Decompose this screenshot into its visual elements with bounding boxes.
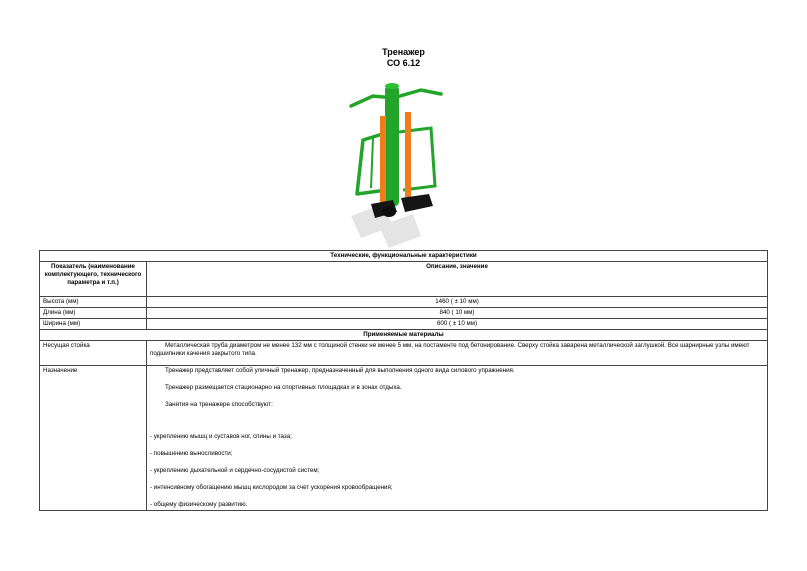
purpose-p1: Тренажер представляет собой уличный тренажер, предназначенный для выполнения одного вида силового упражнения. [165, 367, 515, 374]
row-value: 840 ( 10 мм) [147, 308, 768, 319]
pedal-hub [382, 207, 396, 217]
swing-arm-right [405, 112, 411, 204]
row-value: 1460 ( ± 10 мм) [147, 297, 768, 308]
main-post [385, 86, 399, 206]
purpose-p3: Занятия на тренажере способствуют: [165, 401, 273, 408]
support-label: Несущая стойка [40, 341, 147, 366]
table-row [40, 319, 768, 330]
section-tech-header: Технические, функциональные характеристики [40, 251, 768, 262]
col-value-header: Описание, значение [147, 262, 768, 297]
row-label: Ширина (мм) [40, 319, 147, 330]
purpose-label: Назначение [40, 366, 147, 511]
list-item: - укреплению дыхательной и сердечно-сосудистой систем; [150, 467, 320, 474]
post-cap [385, 83, 399, 89]
col-param-header: Показатель (наименование комплектующего, технического параметра и т.п.) [40, 262, 147, 297]
table-row [40, 308, 768, 319]
purpose-p2: Тренажер размещается стационарно на спортивных площадках и в зонах отдыха. [165, 384, 402, 391]
row-value: 600 ( ± 10 мм) [147, 319, 768, 330]
list-item: - укреплению мышц и суставов ног, спины и таза; [150, 433, 292, 440]
side-brace [371, 138, 373, 188]
purpose-text [147, 366, 768, 511]
section-materials-header: Применяемые материалы [40, 330, 768, 341]
spec-table [39, 250, 768, 511]
support-text: Металлическая труба диаметром не менее 132 мм с толщиной стенки не менее 5 мм, на постаменте под бетонирование. Сверху стойка заварена металлической заглушкой. Все шарнирные узлы имеют подшипники качения закрытого типа. [147, 341, 768, 366]
title-code: СО 6.12 [386, 58, 421, 68]
row-label: Высота (мм) [40, 297, 147, 308]
rear-frame [399, 128, 435, 190]
list-item: - интенсивному обогащению мышц кислородом за счет ускорения кровообращения; [150, 484, 393, 491]
table-row [40, 341, 768, 366]
table-row [40, 297, 768, 308]
row-label: Длина (мм) [40, 308, 147, 319]
list-item: - общему физическому развитию. [150, 501, 248, 508]
swing-arm-left [380, 116, 386, 208]
table-row [40, 366, 768, 511]
list-item: - повышению выносливости; [150, 450, 233, 457]
document-title [0, 47, 807, 69]
outdoor-leg-press-trainer-icon [343, 76, 463, 251]
title-name: Тренажер [382, 47, 425, 57]
